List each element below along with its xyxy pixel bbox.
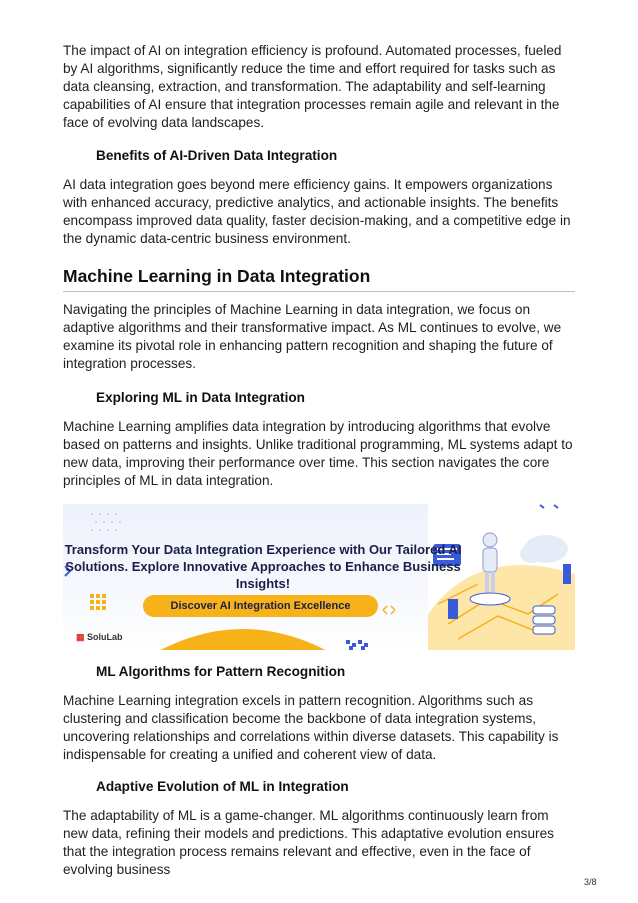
benefits-heading: Benefits of AI-Driven Data Integration <box>96 148 338 163</box>
dots-decoration-icon <box>88 510 138 538</box>
solulab-logo <box>76 632 123 643</box>
ml-intro-paragraph: Navigating the principles of Machine Learning in data integration, we focus on adaptive algorithms and their transformative impact. As ML continues to evolve, we examine its pivotal role in enhancing pattern recognition and shaping the future of integration processes. <box>63 302 562 371</box>
discover-ai-integration-button[interactable]: Discover AI Integration Excellence <box>143 595 378 617</box>
logo-mark-icon: ▦ <box>76 632 85 642</box>
adaptive-paragraph: The adaptability of ML is a game-changer. ML algorithms continuously learn from new data, refining their models and predictions. This adaptative evolution ensures that the integration process remains relevant and effective, even in the face of evolving business <box>63 808 554 877</box>
arrows-decoration-icon <box>381 604 397 616</box>
promo-banner[interactable] <box>63 504 575 650</box>
intro-paragraph: The impact of AI on integration efficiency is profound. Automated processes, fueled by AI algorithms, significantly reduce the time and effort required for tasks such as data cleansing, extraction, and transformation. The adaptability and self-learning capabilities of AI ensure that integration processes remain agile and relevant in the face of evolving data landscapes. <box>63 43 562 130</box>
benefits-paragraph: AI data integration goes beyond mere efficiency gains. It empowers organizations with enhanced accuracy, predictive analytics, and actionable insights. The benefits encompass improved data quality, faster decision-making, and a competitive edge in the dynamic data-centric business environment. <box>63 177 571 246</box>
pattern-decoration-icon <box>346 640 368 650</box>
logo-text: SoluLab <box>87 632 123 642</box>
corner-marks-icon <box>539 504 563 510</box>
ml-section-heading: Machine Learning in Data Integration <box>63 265 575 292</box>
pattern-paragraph: Machine Learning integration excels in pattern recognition. Algorithms such as clustering and classification become the backbone of data integration systems, uncovering relationships and correlations within diverse datasets. This capability is indispensable for creating a unified and coherent view of data. <box>63 693 559 762</box>
exploring-paragraph: Machine Learning amplifies data integration by introducing algorithms that evolve based on patterns and insights. Unlike traditional programming, ML systems adapt to new data, improving their performance over time. This section navigates the core principles of ML in data integration. <box>63 419 573 488</box>
document-page <box>63 42 575 879</box>
banner-headline: Transform Your Data Integration Experience with Our Tailored AI Solutions. Explore Innovative Approaches to Enhance Business Insights! <box>64 542 462 591</box>
yellow-arc-decoration <box>153 614 333 650</box>
exploring-heading: Exploring ML in Data Integration <box>96 390 305 405</box>
adaptive-heading: Adaptive Evolution of ML in Integration <box>96 779 349 794</box>
pattern-heading: ML Algorithms for Pattern Recognition <box>96 664 346 679</box>
page-number: 3/8 <box>584 877 597 887</box>
cube-stack-icon <box>88 592 108 612</box>
